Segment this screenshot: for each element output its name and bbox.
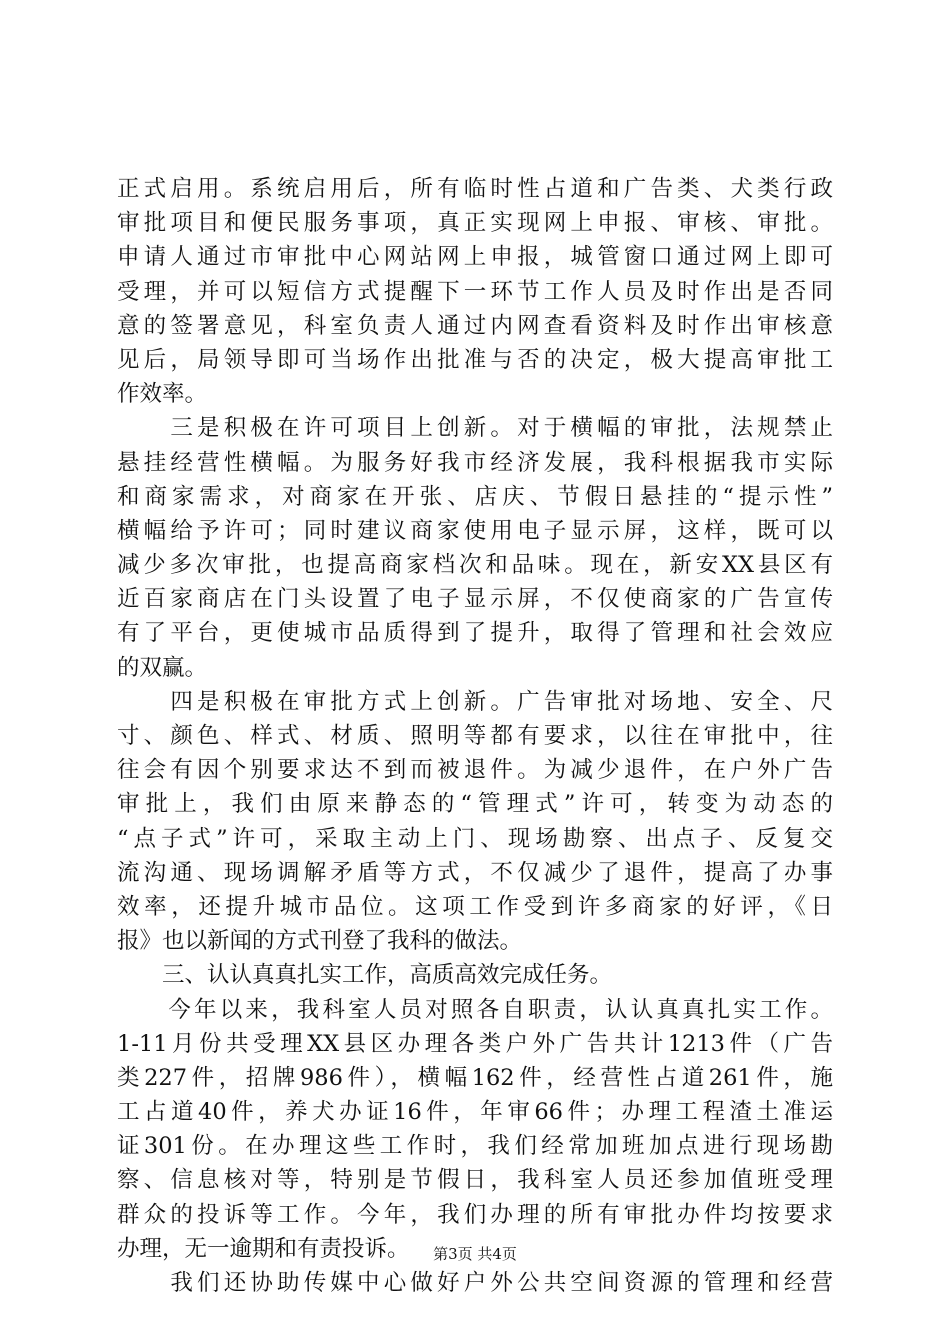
- text-line: 四是积极在审批方式上创新。广告审批对场地、安全、尺: [117, 688, 833, 715]
- body-text: [117, 172, 833, 1300]
- text-line: 报》也以新闻的方式刊登了我科的做法。: [117, 928, 523, 955]
- text-line: 的双赢。: [117, 654, 208, 681]
- text-line: 受理，并可以短信方式提醒下一环节工作人员及时作出是否同: [117, 278, 833, 305]
- text-line: 察、信息核对等，特别是节假日，我科室人员还参加值班受理: [117, 1167, 833, 1194]
- text-line: 流沟通、现场调解矛盾等方式，不仅减少了退件，提高了办事: [117, 859, 833, 886]
- text-line: 申请人通过市审批中心网站网上申报，城管窗口通过网上即可: [117, 244, 833, 271]
- text-line: 办理，无一逾期和有责投诉。: [117, 1235, 410, 1262]
- text-line: 寸、颜色、样式、材质、照明等都有要求，以往在审批中，往: [117, 723, 833, 749]
- text-line: 我们还协助传媒中心做好户外公共空间资源的管理和经营: [117, 1270, 833, 1296]
- text-line: “点子式”许可，采取主动上门、现场勘察、出点子、反复交: [117, 825, 833, 852]
- text-line: 近百家商店在门头设置了电子显示屏，不仅使商家的广告宣传: [117, 586, 833, 613]
- text-line: 1-11月份共受理XX县区办理各类户外广告共计1213件（广告: [117, 1030, 833, 1057]
- text-line: 审批上，我们由原来静态的“管理式”许可，转变为动态的: [117, 791, 833, 818]
- text-line: 正式启用。系统启用后，所有临时性占道和广告类、犬类行政: [117, 176, 833, 202]
- text-line: 三是积极在许可项目上创新。对于横幅的审批，法规禁止: [117, 415, 833, 442]
- section-heading: 三、认认真真扎实工作，高质高效完成任务。: [117, 962, 613, 989]
- text-line: 和商家需求，对商家在开张、店庆、节假日悬挂的“提示性”: [117, 483, 833, 510]
- text-line: 效率，还提升城市品位。这项工作受到许多商家的好评，《日: [117, 893, 833, 920]
- page-number: 第3页 共4页: [433, 1245, 517, 1263]
- text-line: 审批项目和便民服务事项，真正实现网上申报、审核、审批。: [117, 210, 833, 237]
- text-line: 群众的投诉等工作。今年，我们办理的所有审批办件均按要求: [117, 1201, 833, 1228]
- text-line: 悬挂经营性横幅。为服务好我市经济发展，我科根据我市实际: [117, 449, 833, 476]
- text-line: 减少多次审批，也提高商家档次和品味。现在，新安XX县区有: [117, 552, 833, 579]
- text-line: 类227件，招牌986件），横幅162件，经营性占道261件，施: [117, 1064, 833, 1091]
- text-line: 有了平台，更使城市品质得到了提升，取得了管理和社会效应: [117, 620, 833, 647]
- text-line: 工占道40件，养犬办证16件，年审66件；办理工程渣土准运: [117, 1099, 833, 1126]
- text-line: 作效率。: [117, 381, 208, 408]
- text-line: 见后，局领导即可当场作出批准与否的决定，极大提高审批工: [117, 346, 833, 373]
- text-line: 证301份。在办理这些工作时，我们经常加班加点进行现场勘: [117, 1133, 833, 1160]
- text-line: 往会有因个别要求达不到而被退件。为减少退件，在户外广告: [117, 757, 833, 784]
- text-line: 意的签署意见，科室负责人通过内网查看资料及时作出审核意: [117, 312, 833, 339]
- text-line: 横幅给予许可；同时建议商家使用电子显示屏，这样，既可以: [117, 517, 833, 544]
- text-line: 今年以来，我科室人员对照各自职责，认认真真扎实工作。: [117, 996, 833, 1023]
